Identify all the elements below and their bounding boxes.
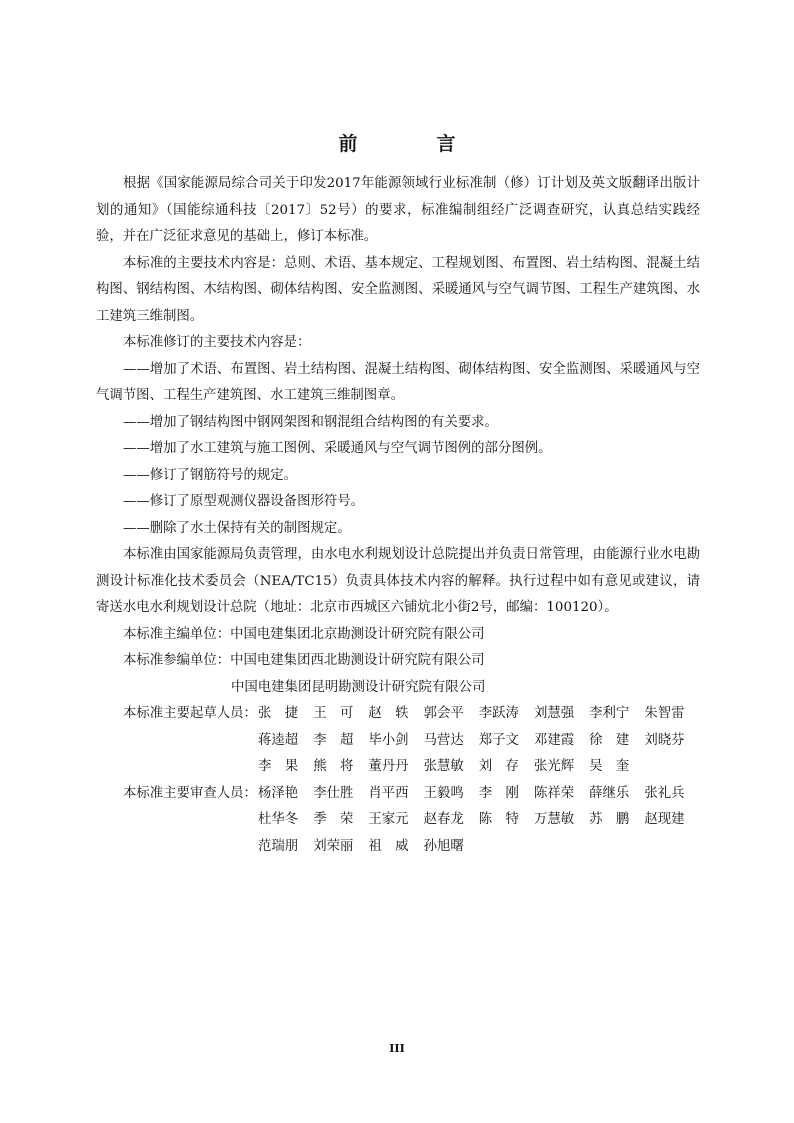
drafter-name: 张光辉 <box>533 759 575 774</box>
drafter-name: 李 果 <box>258 759 299 774</box>
revision-item: ——增加了钢结构图中钢网架图和钢混组合结构图的有关要求。 <box>123 414 498 430</box>
drafter-name: 董丹丹 <box>368 759 409 774</box>
drafter-name: 李利宁 <box>589 706 630 721</box>
reviewer-name: 赵春龙 <box>423 812 464 827</box>
revision-item: ——修订了钢筋符号的规定。 <box>123 467 298 483</box>
reviewer-name: 杜华冬 <box>258 812 299 827</box>
drafter-name: 刘慧强 <box>533 706 575 721</box>
drafter-name: 刘晓芬 <box>644 732 685 748</box>
reviewer-name: 刘荣丽 <box>313 838 354 854</box>
reviewer-name: 赵现建 <box>644 812 685 827</box>
reviewer-name: 张礼兵 <box>644 785 685 801</box>
reviewers-list <box>258 781 700 861</box>
drafter-name: 赵 轶 <box>368 706 409 721</box>
drafter-name: 朱智雷 <box>644 706 685 721</box>
drafter-name: 郭会平 <box>423 706 464 721</box>
drafter-name: 李跃涛 <box>478 706 519 721</box>
reviewer-name: 季 荣 <box>313 812 354 827</box>
reviewer-name: 祖 威 <box>368 838 409 854</box>
paragraph-management: 本标准由国家能源局负责管理，由水电水利规划设计总院提出并负责日常管理，由能源行业水电勘测设计标准化技术委员会（NEA/TC15）负责具体技术内容的解释。执行过程中如有意见或建议，请寄送水电水利规划设计总院（地址：北京市西城区六铺炕北小街2号，邮编：100120）。 <box>96 547 700 615</box>
drafter-name: 吴 奎 <box>589 759 630 774</box>
drafter-name: 刘 存 <box>478 759 519 774</box>
drafter-name: 毕小剑 <box>368 732 409 748</box>
drafters-list <box>258 701 700 781</box>
page-number: III <box>389 1042 405 1055</box>
revision-item: ——增加了术语、布置图、岩土结构图、混凝土结构图、砌体结构图、安全监测图、采暖通风与空气调节图、工程生产建筑图、水工建筑三维制图章。 <box>96 361 700 403</box>
reviewer-name: 万慧敏 <box>533 812 575 827</box>
participating-unit-2: 中国电建集团昆明勘测设计研究院有限公司 <box>231 679 486 695</box>
chief-unit: 本标准主编单位：中国电建集团北京勘测设计研究院有限公司 <box>123 626 485 642</box>
reviewer-name: 肖平西 <box>368 785 409 801</box>
reviewers-section <box>96 781 700 861</box>
paragraph-background: 根据《国家能源局综合司关于印发2017年能源领域行业标准制（修）订计划及英文版翻译出版计划的通知》（国能综通科技〔2017〕52号）的要求，标准编制组经广泛调查研究，认真总结实践经验，并在广泛征求意见的基础上，修订本标准。 <box>96 176 700 244</box>
drafter-name: 邓建霞 <box>533 732 575 748</box>
paragraph-revision-intro: 本标准修订的主要技术内容是： <box>123 335 311 350</box>
reviewer-name: 孙旭曙 <box>423 838 464 854</box>
drafter-name: 王 可 <box>313 706 354 721</box>
reviewer-name: 王家元 <box>368 812 409 827</box>
drafter-name: 李 超 <box>313 732 354 748</box>
drafter-name: 马营达 <box>423 732 464 748</box>
drafter-name: 徐 建 <box>589 732 630 748</box>
drafters-label: 本标准主要起草人员： <box>123 706 257 721</box>
drafter-name: 张慧敏 <box>423 759 464 774</box>
reviewer-name: 陈 特 <box>478 812 519 827</box>
reviewer-name: 范瑞朋 <box>258 838 299 854</box>
reviewer-name: 陈祥荣 <box>533 785 575 801</box>
reviewer-name: 李仕胜 <box>313 785 354 801</box>
drafter-name: 郑子文 <box>478 732 519 748</box>
reviewer-name: 杨泽艳 <box>258 785 299 801</box>
drafter-name: 熊 将 <box>313 759 354 774</box>
reviewers-label: 本标准主要审查人员： <box>123 785 257 801</box>
reviewer-name: 薛继乐 <box>589 785 630 801</box>
participating-unit: 本标准参编单位：中国电建集团西北勘测设计研究院有限公司 <box>123 653 485 668</box>
reviewer-name: 苏 鹏 <box>589 812 630 827</box>
preface-body <box>96 171 700 860</box>
drafter-name: 蒋逵超 <box>258 732 299 748</box>
reviewer-name: 王毅鸣 <box>423 785 464 801</box>
drafters-section <box>96 701 700 781</box>
page-title: 前 言 <box>338 133 486 155</box>
revision-item: ——增加了水工建筑与施工图例、采暖通风与空气调节图例的部分图例。 <box>123 441 552 456</box>
reviewer-name: 李 刚 <box>478 785 519 801</box>
paragraph-main-content: 本标准的主要技术内容是：总则、术语、基本规定、工程规划图、布置图、岩土结构图、混凝土结构图、钢结构图、木结构图、砌体结构图、安全监测图、采暖通风与空气调节图、工程生产建筑图、水工建筑三维制图。 <box>96 255 700 324</box>
revision-item: ——删除了水土保持有关的制图规定。 <box>123 520 351 536</box>
drafter-name: 张 捷 <box>258 706 299 721</box>
revision-item: ——修订了原型观测仪器设备图形符号。 <box>123 494 365 509</box>
